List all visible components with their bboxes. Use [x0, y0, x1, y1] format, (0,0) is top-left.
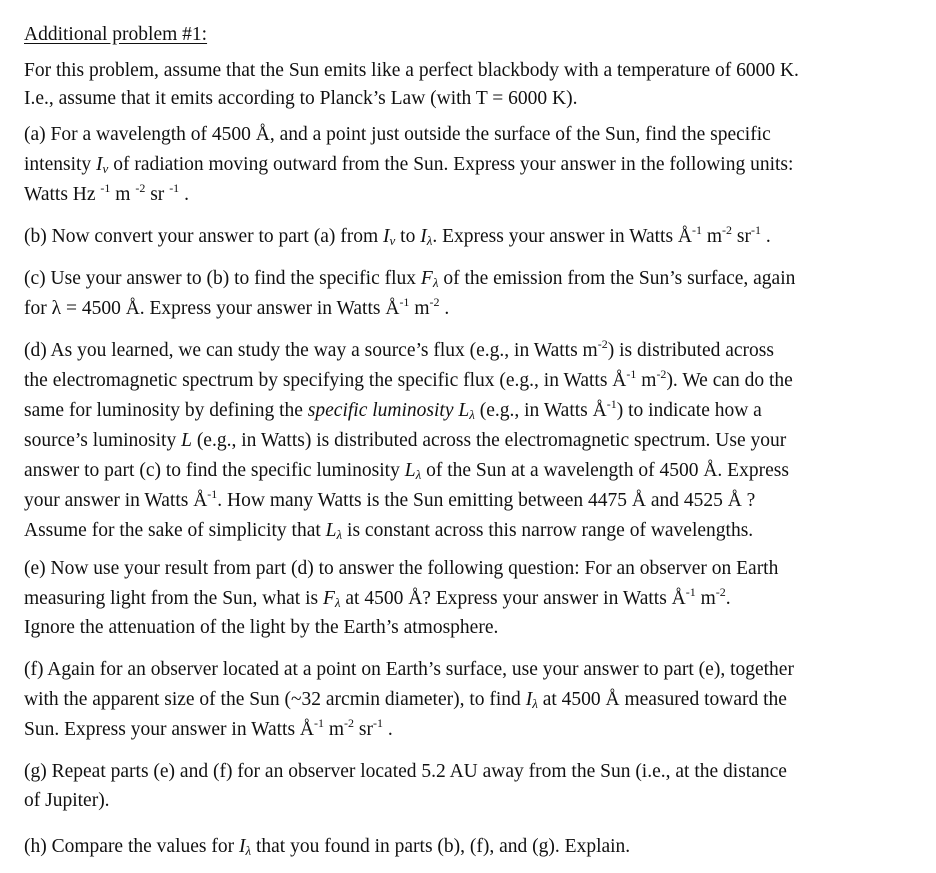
symbol-I: I: [96, 154, 103, 175]
part-c-line: for λ = 4500 Å. Express your answer in Watts $Å^{-1}$ $m^{-2}$ .: [24, 295, 450, 319]
part-e-line: Ignore the attenuation of the light by the Earth’s atmosphere.: [24, 617, 499, 638]
part-e: [24, 554, 914, 641]
part-a-line: intensity $I_\nu$ of radiation moving outward from the Sun. Express your answer in the following units:: [24, 154, 794, 176]
part-d-line: your answer in Watts $Å^{-1}$. How many Watts is the Sun emitting between 4475 Å and 4525 Å ?: [24, 487, 756, 511]
intro-line: For this problem, assume that the Sun emits like a perfect blackbody with a temperature of 6000 K.: [24, 60, 799, 81]
part-f-line: (f) Again for an observer located at a point on Earth’s surface, use your answer to part (e), together: [24, 659, 794, 680]
part-c-line: (c) Use your answer to (b) to find the specific flux $F_\lambda$ of the emission from the Sun’s surface, again: [24, 268, 796, 290]
part-d-line: same for luminosity by defining the specific luminosity $L_\lambda$ (e.g., in Watts $Å^{-1}$) to indicate how a: [24, 397, 762, 422]
problem-document: [24, 22, 914, 862]
part-e-line: (e) Now use your result from part (d) to answer the following question: For an observer on Earth: [24, 558, 779, 579]
intro-paragraph: [24, 56, 914, 114]
problem-title: Additional problem #1:: [24, 24, 208, 45]
part-g-line: (g) Repeat parts (e) and (f) for an observer located 5.2 AU away from the Sun (i.e., at the distance: [24, 761, 787, 782]
part-d-line: Assume for the sake of simplicity that $L_\lambda$ is constant across this narrow range of wavelengths.: [24, 520, 754, 542]
part-b-line: (b) Now convert your answer to part (a) from $I_\nu$ to $I_\lambda$. Express your answer in Watts $Å^{-1}$ $m^{-2}$ $sr^{-1}$ .: [24, 223, 771, 248]
part-h: [24, 832, 914, 862]
part-h-line: (h) Compare the values for $I_\lambda$ that you found in parts (b), (f), and (g). Explain.: [24, 836, 631, 858]
part-d-line: the electromagnetic spectrum by specifying the specific flux (e.g., in Watts $Å^{-1}$ $m^{-2}$). We can do the: [24, 367, 793, 391]
part-a-line: Watts Hz $^{-1}$ m $^{-2}$ sr $^{-1}$ .: [24, 181, 189, 205]
part-a-line: (a) For a wavelength of 4500 Å, and a point just outside the surface of the Sun, find the specific: [24, 124, 771, 145]
intro-line: I.e., assume that it emits according to Planck’s Law (with T = 6000 K).: [24, 88, 578, 109]
part-f: [24, 655, 914, 745]
part-f-line: Sun. Express your answer in Watts $Å^{-1}$ $m^{-2}$ $sr^{-1}$ .: [24, 716, 393, 740]
part-f-line: with the apparent size of the Sun (~32 arcmin diameter), to find $I_\lambda$ at 4500 Å measured toward the: [24, 689, 787, 711]
part-d-line: (d) As you learned, we can study the way a source’s flux (e.g., in Watts $m^{-2}$) is distributed across: [24, 337, 774, 361]
part-e-line: measuring light from the Sun, what is $F_\lambda$ at 4500 Å? Express your answer in Watts $Å^{-1}$ $m^{-2}$.: [24, 585, 731, 610]
part-g: [24, 757, 914, 814]
part-b: [24, 222, 914, 252]
part-a: [24, 120, 914, 210]
part-d-line: answer to part (c) to find the specific luminosity $L_\lambda$ of the Sun at a wavelength of 4500 Å. Express: [24, 460, 789, 482]
symbol-nu: ν: [102, 161, 109, 176]
part-d-line: source’s luminosity L (e.g., in Watts) is distributed across the electromagnetic spectrum. Use your: [24, 430, 787, 451]
part-c: [24, 264, 914, 324]
part-g-line: of Jupiter).: [24, 790, 110, 811]
part-d: [24, 336, 914, 546]
